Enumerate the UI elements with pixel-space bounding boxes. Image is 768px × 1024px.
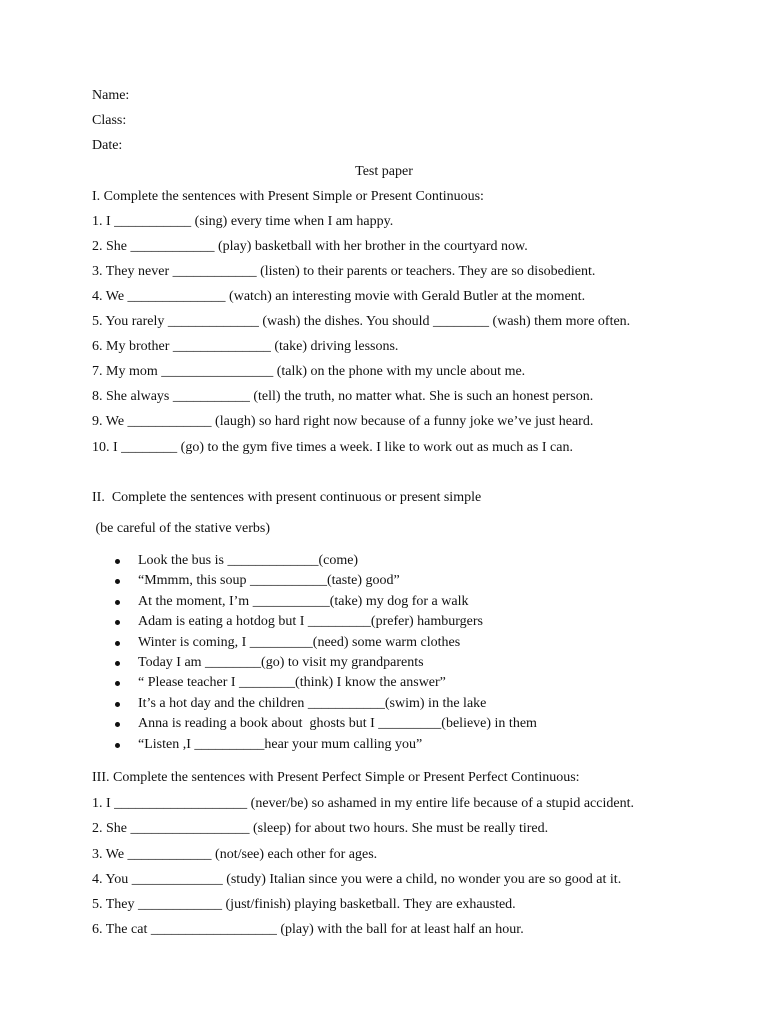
list-item-text: Adam is eating a hotdog but I _________(prefer) hamburgers — [138, 614, 483, 630]
list-item — [115, 572, 537, 592]
section-3-item: 4. You _____________ (study) Italian since you were a child, no wonder you are so good at it. — [92, 872, 622, 887]
bullet-icon — [115, 600, 120, 605]
list-item-text: “Listen ,I __________hear your mum calling you” — [138, 736, 423, 752]
section-3-item: 2. She _________________ (sleep) for about two hours. She must be really tired. — [92, 821, 549, 836]
section-1-item: 2. She ____________ (play) basketball with her brother in the courtyard now. — [92, 239, 528, 254]
bullet-icon — [115, 702, 120, 707]
list-item — [115, 593, 537, 613]
section-3-item: 5. They ____________ (just/finish) playing basketball. They are exhausted. — [92, 897, 516, 912]
list-item — [115, 552, 537, 572]
bullet-icon — [115, 559, 120, 564]
section-2-list — [115, 552, 537, 756]
list-item — [115, 674, 537, 694]
list-item-text: It’s a hot day and the children ___________(swim) in the lake — [138, 695, 487, 711]
section-2-heading: II. Complete the sentences with present continuous or present simple — [92, 490, 482, 505]
section-3-item: 6. The cat __________________ (play) with the ball for at least half an hour. — [92, 922, 524, 937]
list-item-text: “ Please teacher I ________(think) I know the answer” — [138, 675, 446, 691]
section-1-item: 1. I ___________ (sing) every time when I am happy. — [92, 214, 394, 229]
name-label: Name: — [92, 88, 130, 103]
list-item — [115, 654, 537, 674]
list-item — [115, 695, 537, 715]
bullet-icon — [115, 661, 120, 666]
list-item — [115, 736, 537, 756]
bullet-icon — [115, 641, 120, 646]
date-label: Date: — [92, 138, 123, 153]
list-item-text: Winter is coming, I _________(need) some warm clothes — [138, 634, 461, 650]
section-1-item: 10. I ________ (go) to the gym five times a week. I like to work out as much as I can. — [92, 440, 573, 455]
section-3-item: 1. I ___________________ (never/be) so ashamed in my entire life because of a stupid accident. — [92, 796, 634, 811]
section-3-item: 3. We ____________ (not/see) each other for ages. — [92, 847, 378, 862]
section-1-item: 6. My brother ______________ (take) driving lessons. — [92, 339, 399, 354]
list-item-text: Look the bus is _____________(come) — [138, 553, 359, 568]
section-2-subheading: (be careful of the stative verbs) — [92, 521, 271, 536]
section-1-heading: I. Complete the sentences with Present Simple or Present Continuous: — [92, 189, 484, 204]
section-1-item: 4. We ______________ (watch) an interesting movie with Gerald Butler at the moment. — [92, 289, 586, 304]
list-item — [115, 613, 537, 633]
bullet-icon — [115, 743, 120, 748]
section-1-item: 7. My mom ________________ (talk) on the phone with my uncle about me. — [92, 364, 526, 379]
section-1-item: 9. We ____________ (laugh) so hard right now because of a funny joke we’ve just heard. — [92, 414, 594, 429]
section-1-item: 3. They never ____________ (listen) to their parents or teachers. They are so disobedient. — [92, 264, 596, 279]
bullet-icon — [115, 681, 120, 686]
section-3-heading: III. Complete the sentences with Present Perfect Simple or Present Perfect Continuous: — [92, 770, 580, 785]
section-1-item: 5. You rarely _____________ (wash) the dishes. You should ________ (wash) them more often. — [92, 314, 631, 329]
bullet-icon — [115, 579, 120, 584]
list-item-text: At the moment, I’m ___________(take) my dog for a walk — [138, 593, 469, 609]
list-item — [115, 715, 537, 735]
list-item-text: Today I am ________(go) to visit my grandparents — [138, 654, 424, 670]
section-1-item: 8. She always ___________ (tell) the truth, no matter what. She is such an honest person. — [92, 389, 594, 404]
bullet-icon — [115, 722, 120, 727]
class-label: Class: — [92, 113, 127, 128]
list-item-text: “Mmmm, this soup ___________(taste) good” — [138, 573, 400, 589]
page-title: Test paper — [355, 164, 413, 179]
bullet-icon — [115, 620, 120, 625]
list-item-text: Anna is reading a book about ghosts but I _________(believe) in them — [138, 716, 537, 732]
list-item — [115, 634, 537, 654]
